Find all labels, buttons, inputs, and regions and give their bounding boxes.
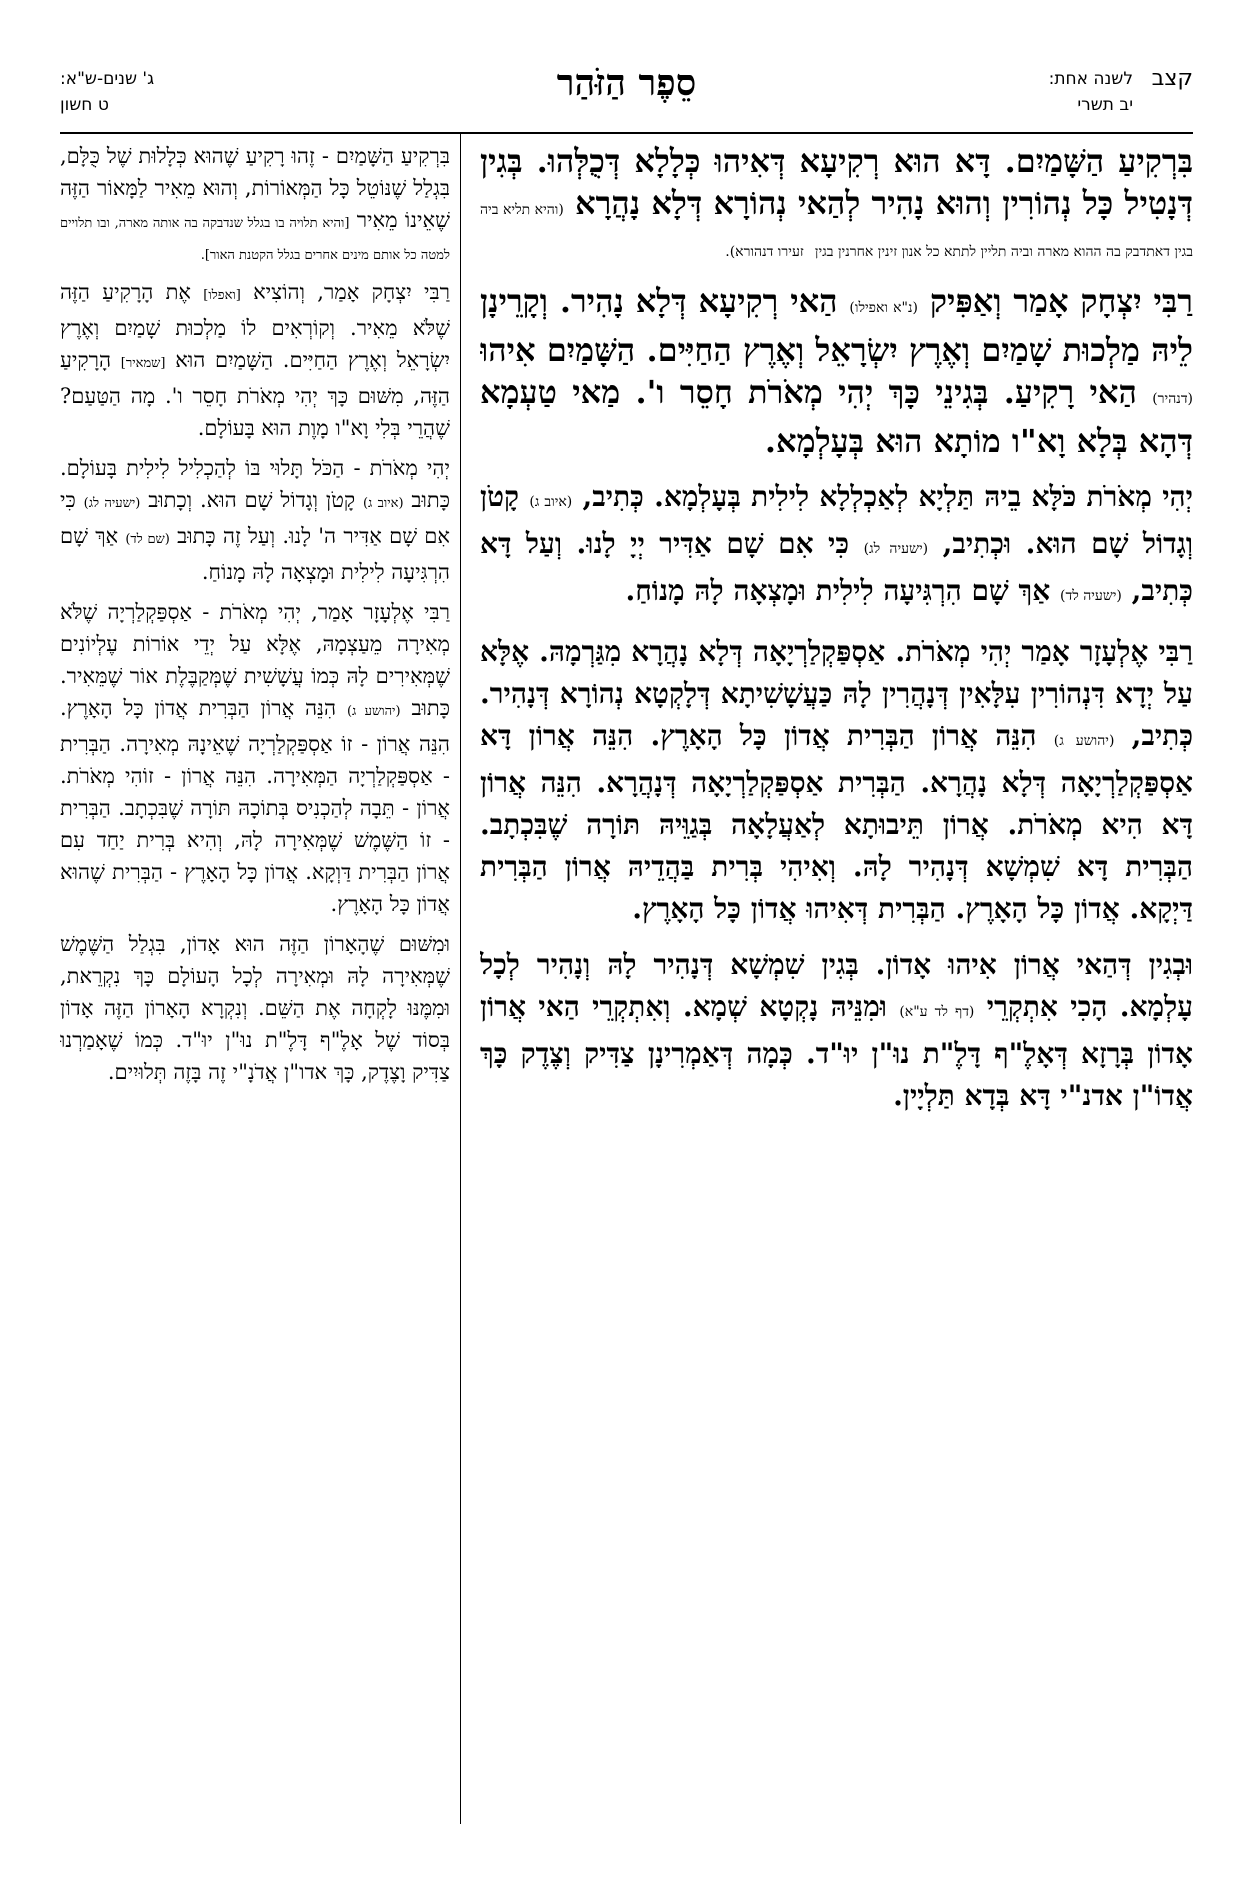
main-p4-end: הִנֵּה אֲרוֹן הַבְּרִית אֲדוֹן כָּל הָאָרֶץ. הִנֵּה אֲרוֹן דָּא אַסְפַּקְלַרְיָאָה דְּלָא נָהֲרָא. הַבְּרִית אַסְפַּקְלַרְיָאָה דְּנָהֲרָא. הִנֵּה אֲרוֹן דָּא הִיא מְאֹרֹת. אֲרוֹן תֵּיבוּתָא לְאַעֲלָאָה בְּגַוֵּיהּ תּוֹרָה שֶׁבִּכְתָב. הַבְּרִית דָּא שִׁמְשָׁא דְּנָהִיר לָהּ. וְאִיהִי בְּרִית בַּהֲדֵיהּ אֲרוֹן הַבְּרִית דַּיְקָא. אֲדוֹן כָּל הָאָרֶץ. הַבְּרִית דְּאִיהוּ אֲדוֹן כָּל הָאָרֶץ. <box>480 719 1193 925</box>
comm-c2-note1: [ואפלו] <box>203 288 241 303</box>
main-p3-start: יְהִי מְאֹרֹת כֹּלָּא בֵיהּ תַּלְיָא לְאַכְלְלָא לִילִית בְּעָלְמָא. כְּתִיב, <box>582 480 1193 513</box>
page-title: סֵפֶר הַזֹּהַר <box>556 62 697 104</box>
main-text-column <box>480 140 1193 1830</box>
comm-c4-start: רַבִּי אֶלְעָזָר אָמַר, יְהִי מְאֹרֹת - אַסְפַּקְלַרְיָה שֶׁלֹּא מְאִירָה מֵעַצְמָהּ, אֶלָּא עַל יְדֵי אוֹרוֹת עֶלְיוֹנִים שֶׁמְּאִירִים לָהּ כְּמוֹ עֲשָׁשִׁית שֶׁמְּקַבֶּלֶת אוֹר שֶׁמֵּאִיר. כָּתוּב <box>60 600 450 720</box>
main-p1-note: (והיא תליא ביה בגין דאתדבק בה ההוא מארה וביה תליין לתתא כל אנון זינין אחרנין בגין <box>480 202 1193 260</box>
main-p3-end: אַךְ שָׁם הִרְגִּיעָה לִילִית וּמָצְאָה לָהּ מָנוֹחַ. <box>625 574 1051 607</box>
running-head <box>60 62 1193 132</box>
main-p2-mid: הַאי רְקִיעָא דְּלָא נָהִיר. וְקָרֵינָן לֵיהּ מַלְכוּת שָׁמַיִם וְאֶרֶץ יִשְׂרָאֵל וְאֶרֶץ הַחַיִּים. הַשָּׁמַיִם אִיהוּ <box>480 282 1193 369</box>
main-p3-ref1: (איוב ג) <box>529 494 573 510</box>
comm-c4-end: הִנֵּה אֲרוֹן הַבְּרִית אֲדוֹן כָּל הָאָרֶץ. הִנֵּה אֲרוֹן - זוֹ אַסְפַּקְלַרְיָה שֶׁאֵינָהּ מְאִירָה. הַבְּרִית - אַסְפַּקְלַרְיָה הַמְּאִירָה. הִנֵּה אֲרוֹן - זוֹהִי מְאֹרֹת. אֲרוֹן - תֵּבָה לְהַכְנִיס בְּתוֹכָהּ תּוֹרָה שֶׁבִּכְתָב. הַבְּרִית - זוֹ הַשֶּׁמֶשׁ שֶׁמְּאִירָה לָהּ, וְהִיא בְּרִית יַחַד עִם אֲרוֹן הַבְּרִית דַּוְקָא. אֲדוֹן כָּל הָאָרֶץ - הַבְּרִית שֶׁהוּא אֲדוֹן כָּל הָאָרֶץ. <box>60 696 450 916</box>
main-p3-mid2: כִּי אִם שָׁם אַדִּיר יְיָ לָנוּ. וְעַל דָּא כְּתִיב, <box>480 527 1193 607</box>
header-rule <box>60 132 1193 134</box>
comm-c2-mid: אֶת הָרָקִיעַ הַזֶּה שֶׁלֹּא מֵאִיר. וְקוֹרְאִים לוֹ מַלְכוּת שָׁמַיִם וְאֶרֶץ יִשְׂרָאֵל וְאֶרֶץ הַחַיִּים. הַשָּׁמַיִם הוּא <box>60 280 450 372</box>
commentary-paragraph-1 <box>60 140 450 268</box>
main-paragraph-3 <box>480 476 1193 617</box>
page-number: קצב <box>1151 66 1193 91</box>
comm-c2-end: הָרָקִיעַ הַזֶּה, מִשּׁוּם כָּךְ יְהִי מְאֹרֹת חָסֵר ו'. מָה הַטַּעַם? שֶׁהֲרֵי בְּלִי וָא"ו מָוֶת הוּא בָּעוֹלָם. <box>60 348 450 440</box>
comm-c3-mid1: קָטֹן וְגָדוֹל שָׁם הוּא. וְכָתוּב <box>148 488 356 512</box>
main-paragraph-4 <box>480 631 1193 930</box>
main-paragraph-5 <box>480 944 1193 1117</box>
main-p4-start: רַבִּי אֶלְעָזָר אָמַר יְהִי מְאֹרֹת. אַסְפַּקְלַרְיָאָה דְּלָא נָהֲרָא מִגַּרְמָהּ. אֶלָּא עַל יְדָא דִּנְהוֹרִין עִלָּאִין דְּנָהֲרִין לָהּ כַּעֲשָׁשִׁיתָא דְּלָקְטָא נְהוֹרָא דְּנָהִיר. כְּתִיב, <box>480 635 1193 752</box>
comm-c3-end: אַךְ שָׁם הִרְגִּיעָה לִילִית וּמָצְאָה לָהּ מָנוֹחַ. <box>60 524 450 584</box>
main-p5-start: וּבְגִין דְּהַאי אֲרוֹן אִיהוּ אָדוֹן. בְּגִין שִׁמְשָׁא דְּנָהִיר לָהּ וְנָהִיר לְכָל עָלְמָא. הָכִי אִתְקְרֵי <box>480 948 1193 1023</box>
commentary-column <box>60 140 450 1830</box>
comm-c3-ref2: (ישעיה לג) <box>83 496 141 511</box>
right-header-line1: לשנה אחת: <box>1048 69 1133 89</box>
main-p3-ref3: (ישעיה לד) <box>1060 588 1122 604</box>
main-p1-text: בִּרְקִיעַ הַשָּׁמַיִם. דָּא הוּא רְקִיעָא דְּאִיהוּ כְּלָלָא דְּכֻלְּהוּ. בְּגִין דְּנָטִיל כָּל נְהוֹרִין וְהוּא נָהִיר לְהַאי נְהוֹרָא דְּלָא נָהֲרָא <box>480 142 1193 222</box>
comm-c5-text: וּמִשּׁוּם שֶׁהָאָרוֹן הַזֶּה הוּא אָדוֹן, בִּגְלַל הַשֶּׁמֶשׁ שֶׁמְּאִירָה לָהּ וּמְאִירָה לְכָל הָעוֹלָם כָּךְ נִקְרֵאת, וּמִמֶּנּוּ לָקְחָה אֶת הַשֵּׁם. וְנִקְרָא הָאָרוֹן הַזֶּה אָדוֹן בְּסוֹד שֶׁל אָלֶ"ף דָּלֶ"ת נוּ"ן יוּ"ד. כְּמוֹ שֶׁאָמַרְנוּ צַדִּיק וָצֶדֶק, כָּךְ אדו"ן אֲדֹנָ"י זֶה בָּזֶה תְּלוּיִים. <box>60 932 450 1084</box>
left-header-info <box>60 66 154 118</box>
main-p3-ref2: (ישעיה לג) <box>863 541 929 557</box>
column-divider <box>460 134 461 1824</box>
comm-c3-ref1: (איוב ג) <box>362 496 404 511</box>
commentary-paragraph-5 <box>60 928 450 1088</box>
main-p2-note1: (נ"א ואפילו) <box>849 300 918 316</box>
main-p5-ref: (דף לד ע"א) <box>899 1004 975 1020</box>
main-p3-mid1: קָטֹן וְגָדוֹל שָׁם הוּא. וּכְתִיב, <box>480 480 1193 560</box>
comm-c1-note: [והיא תלויה בו בגלל שנדבקה בה אותה מארה, ובו תלויים למטה כל אותם מינים אחרים בגלל הקטנת האור]. <box>60 216 450 263</box>
commentary-paragraph-3 <box>60 452 450 588</box>
main-paragraph-1 <box>480 140 1193 266</box>
left-header-line2: ט חשון <box>60 95 109 115</box>
main-p2-note2: (דנהיר) <box>1152 391 1193 407</box>
main-p4-ref: (יהושע ג) <box>1053 733 1115 749</box>
main-paragraph-2 <box>480 280 1193 462</box>
comm-c2-note2: [שמאיר] <box>120 356 166 371</box>
commentary-paragraph-2 <box>60 276 450 444</box>
comm-c3-start: יְהִי מְאֹרֹת - הַכֹּל תָּלוּי בּוֹ לְהַכְלִיל לִילִית בָּעוֹלָם. כָּתוּב <box>60 456 450 512</box>
main-p5-end: וּמִנֵּיהּ נָקְטָא שְׁמָא. וְאִתְקְרֵי הַאי אֲרוֹן אָדוֹן בְּרָזָא דְּאָלֶ"ף דָּלֶ"ת נוּ"ן יוּ"ד. כְּמָה דְּאַמְרִינָן צַדִּיק וְצֶדֶק כָּךְ אֲדוֹ"ן אדנ"י דָּא בְּדָא תַּלְיָין. <box>480 990 1193 1112</box>
left-header-line1: ג' שנים-ש"א: <box>60 69 155 89</box>
comm-c3-ref3: (שם לד) <box>125 532 170 547</box>
comm-c1-text: בִּרְקִיעַ הַשָּׁמַיִם - זֶהוּ רָקִיעַ שֶׁהוּא כְּלָלוּת שֶׁל כֻּלָּם, בִּגְלַל שֶׁנּוֹטֵל כָּל הַמְּאוֹרוֹת, וְהוּא מֵאִיר לַמָּאוֹר הַזֶּה שֶׁאֵינוֹ מֵאִיר <box>60 144 450 232</box>
comm-c2-start: רַבִּי יִצְחָק אָמַר, וְהוֹצִיא <box>253 280 450 304</box>
commentary-paragraph-4 <box>60 596 450 920</box>
main-p2-start: רַבִּי יִצְחָק אָמַר וְאַפִּיק <box>929 282 1193 320</box>
right-header-line2: יב תשרי <box>1077 95 1133 115</box>
main-p2-end: הַאי רָקִיעַ. בְּגִינֵי כָּךְ יְהִי מְאֹרֹת חָסֵר ו'. מַאי טַעְמָא דְּהָא בְּלָא וָא"ו מוֹתָא הוּא בְּעָלְמָא. <box>480 373 1193 460</box>
comm-c4-ref: (יהושע ג) <box>346 704 401 719</box>
comm-c3-mid2: כִּי אִם שָׁם אַדִּיר ה' לָנוּ. וְעַל זֶה כָּתוּב <box>60 488 450 548</box>
main-p1-note-end: זעירו דנהורא). <box>725 244 804 260</box>
